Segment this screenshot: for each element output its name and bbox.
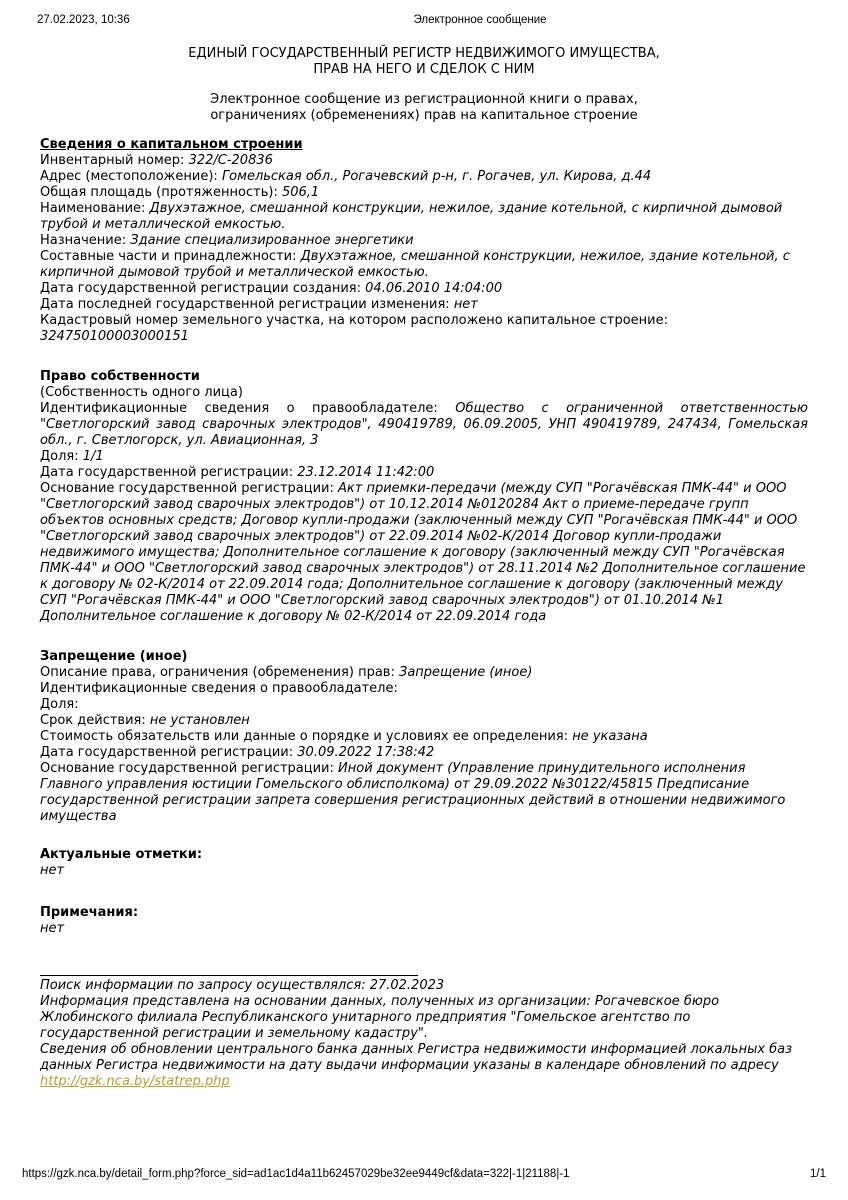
field-label: Идентификационные сведения о правообладателе: bbox=[40, 401, 438, 416]
section-marks-heading: Актуальные отметки: bbox=[40, 847, 203, 862]
section-notes bbox=[40, 905, 808, 937]
field-right-description bbox=[40, 665, 808, 681]
field-label: Назначение: bbox=[40, 233, 127, 248]
document-content bbox=[0, 46, 848, 1090]
field-value: Запрещение (иное) bbox=[398, 665, 533, 680]
field-registration-created bbox=[40, 281, 808, 297]
field-label: Дата государственной регистрации: bbox=[40, 465, 294, 480]
footer-source-organization: Информация представлена на основании данных, полученных из организации: Рогачевское бюро Жлобинского филиала Республиканского унитарного предприятия "Гомельское агентство по государственной регистрации и земельному кадастру". bbox=[40, 994, 720, 1041]
field-cadastral-number bbox=[40, 313, 808, 345]
document-footer bbox=[40, 975, 808, 1090]
field-address bbox=[40, 169, 808, 185]
field-registration-basis bbox=[40, 761, 808, 825]
field-label: Основание государственной регистрации: bbox=[40, 761, 334, 776]
section-ownership-heading: Право собственности bbox=[40, 369, 200, 384]
section-prohibition-heading: Запрещение (иное) bbox=[40, 649, 188, 664]
field-rightholder bbox=[40, 401, 808, 449]
section-prohibition bbox=[40, 649, 808, 825]
field-value: Акт приемки-передачи (между СУП "Рогачёвская ПМК-44" и ООО "Светлогорский завод сварочных электродов") от 10.12.2014 №0120284 Акт о приеме-передаче групп объектов основных средств; Договор купли-продажи (заключенный между СУП "Рогачёвская ПМК-44" и ООО "Светлогорский завод сварочных электродов") от 22.09.2014 №02-К/2014 Договор купли-продажи недвижимого имущества; Дополнительное соглашение к договору (заключенный между СУП "Рогачёвская ПМК-44" и ООО "Светлогорский завод сварочных электродов") от 28.11.2014 №2 Дополнительное соглашение к договору № 02-К/2014 от 22.09.2014 года; Дополнительное соглашение к договору (заключенный между СУП "Рогачёвская ПМК-44" и ООО "Светлогорский завод сварочных электродов") от 01.10.2014 №1 Дополнительное соглашение к договору № 02-К/2014 от 22.09.2014 года bbox=[40, 481, 806, 624]
print-footer-url: https://gzk.nca.by/detail_form.php?force_sid=ad1ac1d4a11b62457029be32ee9449cf&data=322|-1|21188|-1 bbox=[22, 1168, 570, 1180]
field-label: Наименование: bbox=[40, 201, 146, 216]
field-value: Двухэтажное, смешанной конструкции, нежилое, здание котельной, с кирпичной дымовой трубой и металлической емкостью. bbox=[40, 249, 790, 280]
field-value: не установлен bbox=[149, 713, 250, 728]
field-value: Иной документ (Управление принудительного исполнения Главного управления юстиции Гомельского облисполкома) от 29.09.2022 №30122/45815 Предписание государственной регистрации запрета совершения регистрационных действий в отношении недвижимого имущества bbox=[40, 761, 786, 824]
statrep-link[interactable]: http://gzk.nca.by/statrep.php bbox=[40, 1074, 230, 1089]
registry-title bbox=[40, 46, 808, 78]
footer-update-info: Сведения об обновлении центрального банка данных Регистра недвижимости информацией локальных баз данных Регистра недвижимости на дату выдачи информации указаны в календаре обновлений по адресу bbox=[40, 1042, 793, 1073]
field-value: Гомельская обл., Рогачевский р-н, г. Рогачев, ул. Кирова, д.44 bbox=[221, 169, 652, 184]
field-label: Доля: bbox=[40, 449, 79, 464]
field-label: Идентификационные сведения о правообладателе: bbox=[40, 681, 398, 696]
doc-subtitle-line2: ограничениях (обременениях) прав на капитальное строение bbox=[210, 108, 638, 123]
field-obligation-cost bbox=[40, 729, 808, 745]
section-building-info bbox=[40, 137, 808, 345]
field-value: Двухэтажное, смешанной конструкции, нежилое, здание котельной, с кирпичной дымовой трубой и металлической емкостью. bbox=[40, 201, 783, 232]
field-label: Стоимость обязательств или данные о порядке и условиях ее определения: bbox=[40, 729, 569, 744]
registry-title-line1: ЕДИНЫЙ ГОСУДАРСТВЕННЫЙ РЕГИСТР НЕДВИЖИМОГО ИМУЩЕСТВА, bbox=[188, 46, 660, 61]
doc-subtitle bbox=[40, 92, 808, 124]
field-share bbox=[40, 449, 808, 465]
section-building-heading: Сведения о капитальном строении bbox=[40, 137, 303, 152]
section-notes-heading: Примечания: bbox=[40, 905, 139, 920]
print-datetime: 27.02.2023, 10:36 bbox=[37, 14, 130, 26]
field-total-area bbox=[40, 185, 808, 201]
field-value: 324750100003000151 bbox=[40, 329, 189, 344]
section-ownership-right bbox=[40, 369, 808, 625]
field-validity-term bbox=[40, 713, 808, 729]
notes-value: нет bbox=[40, 921, 65, 936]
field-registration-date bbox=[40, 745, 808, 761]
print-footer bbox=[22, 1167, 826, 1181]
field-label: Составные части и принадлежности: bbox=[40, 249, 297, 264]
print-doc-title: Электронное сообщение bbox=[413, 14, 547, 26]
field-value: 04.06.2010 14:04:00 bbox=[365, 281, 503, 296]
field-label: Описание права, ограничения (обременения) прав: bbox=[40, 665, 395, 680]
field-label: Адрес (местоположение): bbox=[40, 169, 218, 184]
field-value: 1/1 bbox=[82, 449, 104, 464]
field-value: Общество с ограниченной ответственностью "Светлогорский завод сварочных электродов", 490419789, 06.09.2005, УНП 490419789, 247434, Гомельская обл., г. Светлогорск, ул. Авиационная, 3 bbox=[40, 401, 808, 448]
print-footer-page-number: 1/1 bbox=[810, 1168, 826, 1180]
marks-value: нет bbox=[40, 863, 65, 878]
field-rightholder bbox=[40, 681, 808, 697]
field-label: Дата государственной регистрации: bbox=[40, 745, 294, 760]
field-label: Кадастровый номер земельного участка, на котором расположено капитальное строение: bbox=[40, 313, 668, 328]
field-label: Дата государственной регистрации создания: bbox=[40, 281, 362, 296]
field-share bbox=[40, 697, 808, 713]
footer-search-date: Поиск информации по запросу осуществлялся: 27.02.2023 bbox=[40, 978, 445, 993]
field-value: не указана bbox=[572, 729, 648, 744]
field-value: Здание специализированное энергетики bbox=[130, 233, 414, 248]
field-label: Общая площадь (протяженность): bbox=[40, 185, 278, 200]
field-label: Дата последней государственной регистрации изменения: bbox=[40, 297, 450, 312]
field-value: 506,1 bbox=[281, 185, 320, 200]
field-label: Основание государственной регистрации: bbox=[40, 481, 334, 496]
field-inventory-number bbox=[40, 153, 808, 169]
ownership-type-note: (Собственность одного лица) bbox=[40, 385, 243, 400]
field-registration-basis bbox=[40, 481, 808, 625]
field-label: Доля: bbox=[40, 697, 79, 712]
footer-divider-line bbox=[40, 975, 418, 976]
field-value: нет bbox=[453, 297, 478, 312]
field-label: Срок действия: bbox=[40, 713, 146, 728]
field-purpose bbox=[40, 233, 808, 249]
field-value: 23.12.2014 11:42:00 bbox=[297, 465, 435, 480]
field-value: 30.09.2022 17:38:42 bbox=[297, 745, 435, 760]
field-registration-changed bbox=[40, 297, 808, 313]
doc-subtitle-line1: Электронное сообщение из регистрационной книги о правах, bbox=[210, 92, 638, 107]
field-value: 322/С-20836 bbox=[188, 153, 273, 168]
field-label: Инвентарный номер: bbox=[40, 153, 185, 168]
field-registration-date bbox=[40, 465, 808, 481]
section-actual-marks bbox=[40, 847, 808, 879]
print-header bbox=[0, 0, 848, 29]
registry-title-line2: ПРАВ НА НЕГО И СДЕЛОК С НИМ bbox=[313, 62, 535, 77]
field-components bbox=[40, 249, 808, 281]
field-name bbox=[40, 201, 808, 233]
